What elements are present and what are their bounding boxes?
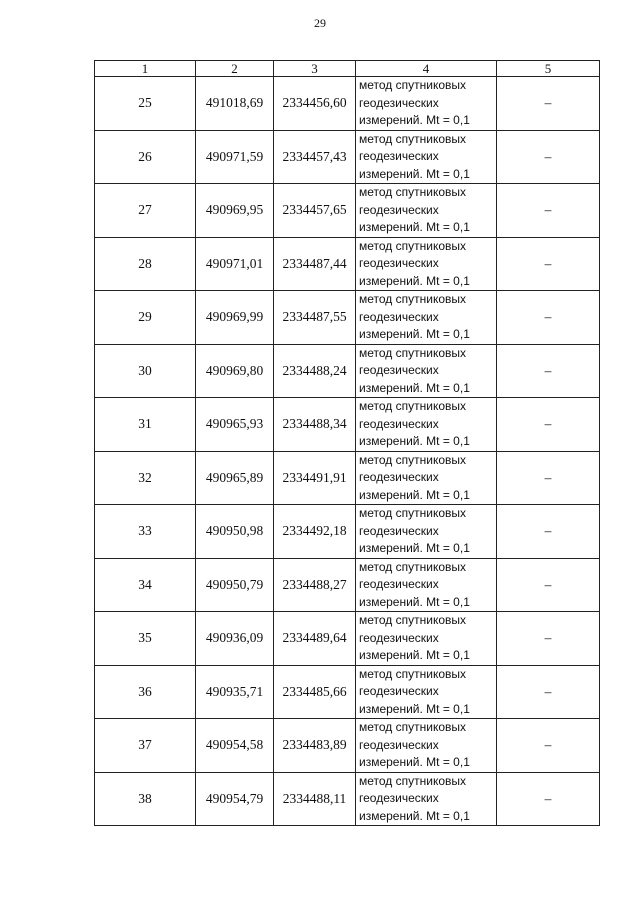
point-number-cell: 30 bbox=[95, 344, 196, 398]
method-text-line: геодезических bbox=[359, 309, 439, 324]
point-number-cell: 32 bbox=[95, 451, 196, 505]
table-row bbox=[95, 665, 600, 719]
note-cell: – bbox=[497, 344, 600, 398]
method-text-line: геодезических bbox=[359, 523, 439, 538]
note-cell: – bbox=[497, 451, 600, 505]
note-cell: – bbox=[497, 772, 600, 826]
x-coordinate-cell: 490936,09 bbox=[196, 612, 274, 666]
method-cell bbox=[356, 772, 497, 826]
method-cell bbox=[356, 558, 497, 612]
method-cell bbox=[356, 77, 497, 131]
y-coordinate-cell: 2334456,60 bbox=[274, 77, 356, 131]
x-coordinate-cell: 490965,89 bbox=[196, 451, 274, 505]
x-coordinate-cell: 491018,69 bbox=[196, 77, 274, 131]
x-coordinate-cell: 490969,80 bbox=[196, 344, 274, 398]
method-cell bbox=[356, 344, 497, 398]
method-cell bbox=[356, 719, 497, 773]
point-number-cell: 26 bbox=[95, 130, 196, 184]
note-cell: – bbox=[497, 130, 600, 184]
method-text-line: измерений. Mt = 0,1 bbox=[359, 487, 470, 502]
table-row bbox=[95, 505, 600, 559]
header-col-5: 5 bbox=[497, 61, 600, 77]
y-coordinate-cell: 2334457,43 bbox=[274, 130, 356, 184]
page-number: 29 bbox=[314, 16, 326, 30]
y-coordinate-cell: 2334488,11 bbox=[274, 772, 356, 826]
method-text-line: геодезических bbox=[359, 202, 439, 217]
table-row bbox=[95, 719, 600, 773]
method-text-line: метод спутниковых bbox=[359, 292, 467, 306]
method-text-line: геодезических bbox=[359, 737, 439, 752]
method-cell bbox=[356, 505, 497, 559]
method-text-line: измерений. Mt = 0,1 bbox=[359, 273, 470, 288]
method-text-line: геодезических bbox=[359, 416, 439, 431]
method-text-line: измерений. Mt = 0,1 bbox=[359, 648, 470, 662]
x-coordinate-cell: 490969,99 bbox=[196, 291, 274, 345]
method-cell bbox=[356, 665, 497, 719]
x-coordinate-cell: 490950,98 bbox=[196, 505, 274, 559]
table-row bbox=[95, 184, 600, 238]
note-cell: – bbox=[497, 505, 600, 559]
table-row bbox=[95, 612, 600, 666]
method-text-line: метод спутниковых bbox=[359, 131, 467, 146]
y-coordinate-cell: 2334488,27 bbox=[274, 558, 356, 612]
y-coordinate-cell: 2334487,44 bbox=[274, 237, 356, 291]
method-text-line: геодезических bbox=[359, 95, 439, 110]
method-text-line: метод спутниковых bbox=[359, 78, 467, 92]
method-cell bbox=[356, 612, 497, 666]
point-number-cell: 36 bbox=[95, 665, 196, 719]
note-cell: – bbox=[497, 665, 600, 719]
x-coordinate-cell: 490971,01 bbox=[196, 237, 274, 291]
table-row bbox=[95, 291, 600, 345]
header-col-4: 4 bbox=[356, 61, 497, 77]
y-coordinate-cell: 2334488,24 bbox=[274, 344, 356, 398]
y-coordinate-cell: 2334487,55 bbox=[274, 291, 356, 345]
x-coordinate-cell: 490965,93 bbox=[196, 398, 274, 452]
method-cell bbox=[356, 184, 497, 238]
y-coordinate-cell: 2334488,34 bbox=[274, 398, 356, 452]
note-cell: – bbox=[497, 237, 600, 291]
note-cell: – bbox=[497, 77, 600, 131]
method-text-line: метод спутниковых bbox=[359, 666, 467, 681]
table-row bbox=[95, 77, 600, 131]
method-cell bbox=[356, 130, 497, 184]
method-text-line: геодезических bbox=[359, 363, 439, 377]
point-number-cell: 33 bbox=[95, 505, 196, 559]
point-number-cell: 28 bbox=[95, 237, 196, 291]
note-cell: – bbox=[497, 398, 600, 452]
x-coordinate-cell: 490969,95 bbox=[196, 184, 274, 238]
header-col-1: 1 bbox=[95, 61, 196, 77]
table-row bbox=[95, 344, 600, 398]
method-text-line: метод спутниковых bbox=[359, 773, 467, 788]
x-coordinate-cell: 490954,79 bbox=[196, 772, 274, 826]
method-text-line: геодезических bbox=[359, 256, 439, 270]
method-text-line: метод спутниковых bbox=[359, 399, 467, 413]
method-text-line: измерений. Mt = 0,1 bbox=[359, 808, 470, 823]
y-coordinate-cell: 2334485,66 bbox=[274, 665, 356, 719]
point-number-cell: 27 bbox=[95, 184, 196, 238]
method-text-line: геодезических bbox=[359, 684, 439, 698]
method-text-line: измерений. Mt = 0,1 bbox=[359, 594, 470, 609]
method-text-line: измерений. Mt = 0,1 bbox=[359, 380, 470, 395]
point-number-cell: 34 bbox=[95, 558, 196, 612]
point-number-cell: 31 bbox=[95, 398, 196, 452]
method-cell bbox=[356, 291, 497, 345]
note-cell: – bbox=[497, 291, 600, 345]
table-row bbox=[95, 558, 600, 612]
note-cell: – bbox=[497, 719, 600, 773]
note-cell: – bbox=[497, 558, 600, 612]
method-text-line: измерений. Mt = 0,1 bbox=[359, 113, 470, 127]
y-coordinate-cell: 2334457,65 bbox=[274, 184, 356, 238]
x-coordinate-cell: 490935,71 bbox=[196, 665, 274, 719]
y-coordinate-cell: 2334491,91 bbox=[274, 451, 356, 505]
method-text-line: измерений. Mt = 0,1 bbox=[359, 327, 470, 341]
point-number-cell: 25 bbox=[95, 77, 196, 131]
table-header-row bbox=[95, 61, 600, 77]
table-row bbox=[95, 237, 600, 291]
x-coordinate-cell: 490954,58 bbox=[196, 719, 274, 773]
header-col-3: 3 bbox=[274, 61, 356, 77]
method-text-line: измерений. Mt = 0,1 bbox=[359, 701, 470, 716]
table-row bbox=[95, 772, 600, 826]
method-text-line: геодезических bbox=[359, 791, 439, 805]
method-text-line: измерений. Mt = 0,1 bbox=[359, 220, 470, 234]
method-text-line: метод спутниковых bbox=[359, 506, 467, 520]
table-body bbox=[95, 77, 600, 826]
method-text-line: измерений. Mt = 0,1 bbox=[359, 166, 470, 181]
note-cell: – bbox=[497, 612, 600, 666]
method-cell bbox=[356, 398, 497, 452]
method-cell bbox=[356, 237, 497, 291]
method-text-line: измерений. Mt = 0,1 bbox=[359, 434, 470, 448]
table-row bbox=[95, 451, 600, 505]
method-text-line: метод спутниковых bbox=[359, 185, 467, 199]
method-cell bbox=[356, 451, 497, 505]
method-text-line: метод спутниковых bbox=[359, 613, 467, 627]
point-number-cell: 29 bbox=[95, 291, 196, 345]
y-coordinate-cell: 2334489,64 bbox=[274, 612, 356, 666]
method-text-line: метод спутниковых bbox=[359, 720, 467, 734]
point-number-cell: 35 bbox=[95, 612, 196, 666]
y-coordinate-cell: 2334483,89 bbox=[274, 719, 356, 773]
method-text-line: метод спутниковых bbox=[359, 345, 467, 360]
y-coordinate-cell: 2334492,18 bbox=[274, 505, 356, 559]
x-coordinate-cell: 490950,79 bbox=[196, 558, 274, 612]
header-col-2: 2 bbox=[196, 61, 274, 77]
method-text-line: измерений. Mt = 0,1 bbox=[359, 755, 470, 769]
method-text-line: геодезических bbox=[359, 577, 439, 591]
method-text-line: измерений. Mt = 0,1 bbox=[359, 541, 470, 555]
method-text-line: метод спутниковых bbox=[359, 452, 467, 467]
point-number-cell: 38 bbox=[95, 772, 196, 826]
table-row bbox=[95, 130, 600, 184]
method-text-line: геодезических bbox=[359, 149, 439, 163]
method-text-line: геодезических bbox=[359, 470, 439, 484]
method-text-line: геодезических bbox=[359, 630, 439, 645]
point-number-cell: 37 bbox=[95, 719, 196, 773]
x-coordinate-cell: 490971,59 bbox=[196, 130, 274, 184]
table-row bbox=[95, 398, 600, 452]
method-text-line: метод спутниковых bbox=[359, 238, 467, 253]
method-text-line: метод спутниковых bbox=[359, 559, 467, 574]
note-cell: – bbox=[497, 184, 600, 238]
coordinates-table bbox=[94, 60, 600, 826]
